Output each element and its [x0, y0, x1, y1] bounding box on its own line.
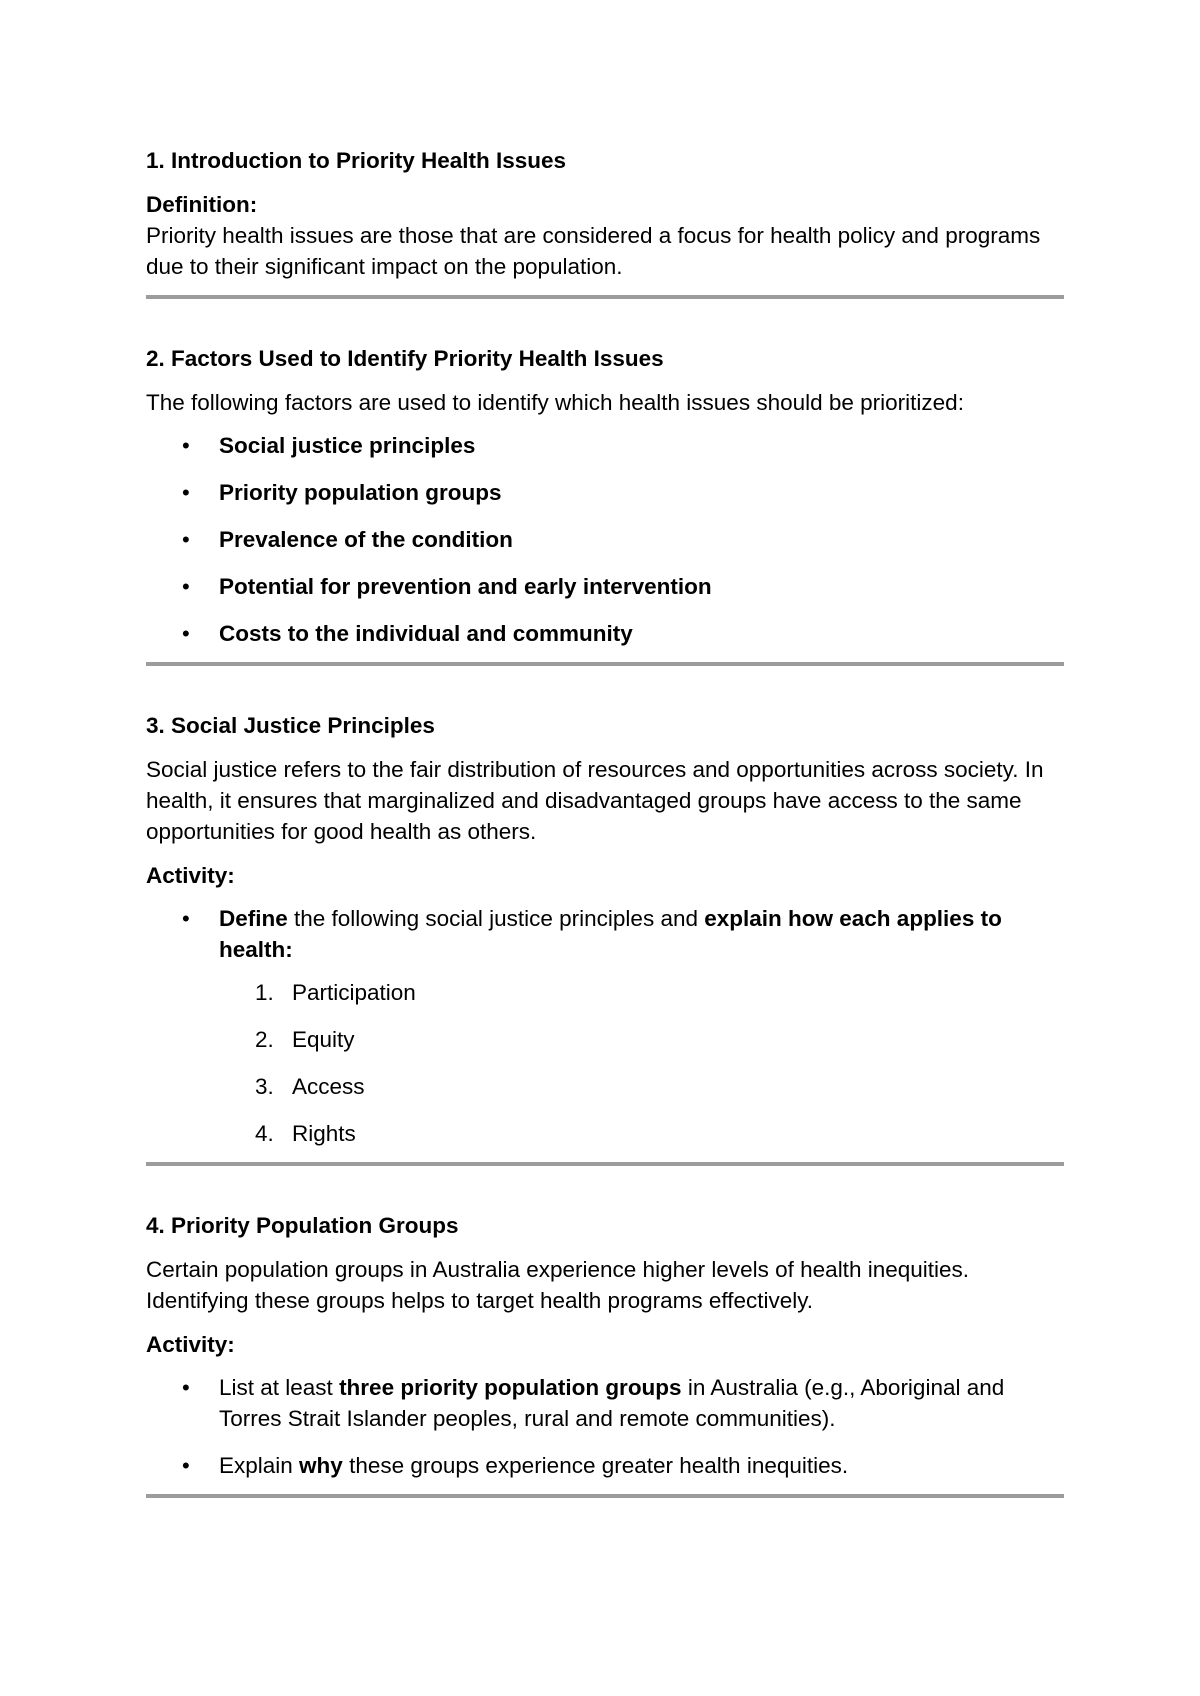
- section-intro: Certain population groups in Australia experience higher levels of health inequities. Identifying these groups helps to target health programs effectively.: [146, 1257, 970, 1313]
- list-item: • Prevalence of the condition: [146, 524, 1063, 555]
- section-divider: [146, 295, 1064, 299]
- list-item: • Define the following social justice principles and explain how each applies to health:: [146, 903, 1063, 965]
- list-item: • Social justice principles: [146, 430, 1063, 461]
- activity-list: [146, 1372, 1063, 1481]
- section-heading: 2. Factors Used to Identify Priority Health Issues: [146, 346, 664, 371]
- principles-list: [146, 977, 1063, 1149]
- section-divider: [146, 662, 1064, 666]
- factors-list: [146, 430, 1063, 649]
- section-heading: 3. Social Justice Principles: [146, 713, 435, 738]
- definition-text: Priority health issues are those that are considered a focus for health policy and programs due to their significant impact on the population.: [146, 223, 1041, 279]
- section-population-groups: [146, 1211, 1063, 1481]
- activity-list: [146, 903, 1063, 965]
- section-intro: Social justice refers to the fair distribution of resources and opportunities across society. In health, it ensures that marginalized and disadvantaged groups have access to the same opportunities for good health as others.: [146, 757, 1044, 844]
- document-content: [146, 146, 1063, 1498]
- list-item: • Explain why these groups experience greater health inequities.: [146, 1450, 1063, 1481]
- list-item: • Costs to the individual and community: [146, 618, 1063, 649]
- list-item: • Potential for prevention and early intervention: [146, 571, 1063, 602]
- activity-label: Activity:: [146, 1332, 235, 1357]
- section-introduction: [146, 146, 1063, 282]
- list-item: 1. Participation: [255, 980, 416, 1005]
- list-item: • Priority population groups: [146, 477, 1063, 508]
- definition-label: Definition:: [146, 192, 258, 217]
- section-social-justice: [146, 711, 1063, 1149]
- section-divider: [146, 1494, 1064, 1498]
- section-divider: [146, 1162, 1064, 1166]
- activity-label: Activity:: [146, 863, 235, 888]
- section-factors: [146, 344, 1063, 649]
- list-item: 4. Rights: [255, 1121, 356, 1146]
- section-intro: The following factors are used to identify which health issues should be prioritized:: [146, 390, 964, 415]
- list-item: 2. Equity: [255, 1027, 355, 1052]
- section-heading: 4. Priority Population Groups: [146, 1213, 459, 1238]
- section-heading: 1. Introduction to Priority Health Issues: [146, 148, 567, 173]
- list-item: 3. Access: [255, 1074, 365, 1099]
- list-item: • List at least three priority population groups in Australia (e.g., Aboriginal and Torres Strait Islander peoples, rural and remote communities).: [146, 1372, 1063, 1434]
